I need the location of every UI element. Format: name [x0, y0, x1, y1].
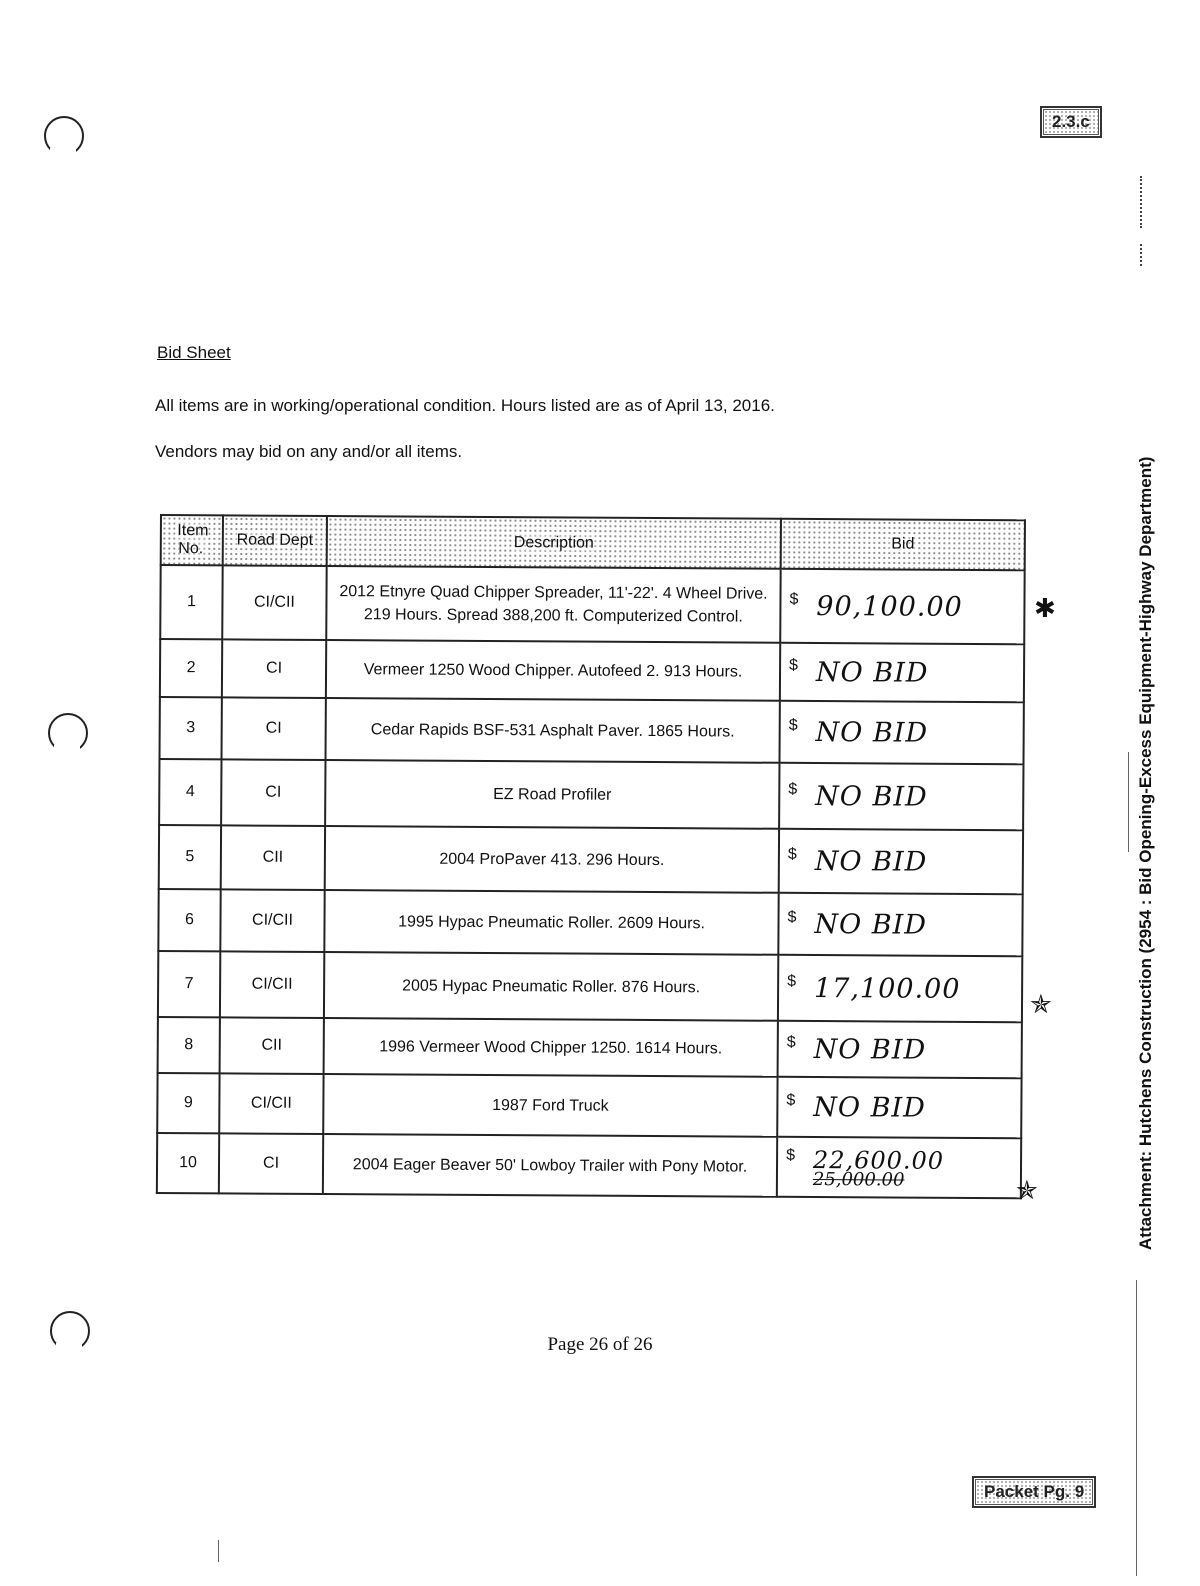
table-row	[160, 639, 1024, 702]
header-description: Description	[327, 516, 781, 569]
item-number-cell: 8	[158, 1017, 220, 1073]
margin-mark-row-1: ✱	[1034, 594, 1056, 624]
handwritten-bid: NO BID	[815, 780, 928, 813]
bid-cell	[778, 955, 1022, 1022]
item-number-cell: 2	[160, 639, 222, 697]
item-number-cell: 4	[159, 759, 221, 825]
margin-mark-row-10: ✯	[1016, 1176, 1038, 1206]
description-cell: EZ Road Profiler	[325, 760, 779, 829]
road-dept-cell: CI	[221, 759, 325, 826]
bid-cell	[777, 1137, 1021, 1198]
currency-symbol: $	[787, 908, 797, 926]
margin-rule	[218, 1540, 219, 1562]
bid-cell	[779, 701, 1023, 764]
table-row	[158, 889, 1022, 956]
page-number: Page 26 of 26	[547, 1334, 653, 1355]
punch-hole-top	[44, 116, 84, 156]
packet-page-stamp	[972, 1476, 1096, 1508]
table-row	[158, 951, 1022, 1022]
bid-cell	[778, 893, 1022, 956]
currency-symbol: $	[789, 656, 799, 674]
handwritten-bid: NO BID	[814, 845, 928, 878]
road-dept-cell: CII	[221, 825, 325, 890]
handwritten-bid: NO BID	[815, 716, 929, 749]
bid-cell	[779, 829, 1023, 894]
margin-rule	[1128, 752, 1129, 852]
road-dept-cell: CII	[220, 1017, 324, 1074]
description-cell: Cedar Rapids BSF-531 Asphalt Paver. 1865 Hours.	[326, 698, 780, 763]
margin-mark-row-7: ✯	[1030, 990, 1052, 1020]
description-cell: Vermeer 1250 Wood Chipper. Autofeed 2. 913 Hours.	[326, 640, 780, 701]
currency-symbol: $	[787, 972, 797, 990]
currency-symbol: $	[787, 845, 797, 863]
description-cell: 1987 Ford Truck	[323, 1074, 777, 1137]
attachment-label: Attachment: Hutchens Construction (2954 : Bid Opening-Excess Equipment-Highway Department)	[1136, 456, 1155, 1250]
table-row	[160, 697, 1024, 764]
road-dept-cell: CI/CII	[222, 565, 326, 640]
header-item-no: Item No.	[161, 515, 223, 565]
margin-rule	[1136, 1280, 1137, 1576]
handwritten-bid: NO BID	[813, 1033, 927, 1066]
description-cell: 2004 ProPaver 413. 296 Hours.	[325, 826, 779, 893]
table-row	[159, 825, 1023, 894]
handwritten-bid: 90,100.00	[816, 590, 963, 623]
table-row	[158, 1017, 1022, 1078]
description-cell: 1996 Vermeer Wood Chipper 1250. 1614 Hours.	[324, 1018, 778, 1077]
description-cell: 1995 Hypac Pneumatic Roller. 2609 Hours.	[324, 890, 778, 955]
item-number-cell: 9	[157, 1073, 219, 1133]
currency-symbol: $	[786, 1091, 796, 1109]
road-dept-cell: CI/CII	[219, 1073, 323, 1134]
bid-cell	[780, 569, 1024, 644]
currency-symbol: $	[788, 780, 798, 798]
currency-symbol: $	[786, 1146, 796, 1164]
punch-hole-middle	[48, 713, 88, 753]
currency-symbol: $	[789, 590, 799, 608]
handwritten-bid: 22,600.00	[812, 1146, 945, 1175]
packet-page-label: Packet Pg. 9	[975, 1479, 1093, 1505]
table-row	[157, 1073, 1021, 1138]
page-title: Bid Sheet	[157, 343, 231, 362]
item-number-cell: 3	[160, 697, 222, 759]
bid-cell	[777, 1077, 1021, 1138]
road-dept-cell: CI	[222, 697, 326, 760]
road-dept-cell: CI/CII	[220, 889, 324, 952]
item-number-cell: 6	[158, 889, 220, 951]
description-cell: 2005 Hypac Pneumatic Roller. 876 Hours.	[324, 952, 778, 1021]
intro-condition: All items are in working/operational condition. Hours listed are as of April 13, 2016.	[155, 396, 775, 415]
road-dept-cell: CI	[222, 639, 326, 698]
header-road-dept: Road Dept	[223, 515, 327, 566]
bid-cell	[778, 1021, 1022, 1078]
currency-symbol: $	[786, 1033, 796, 1051]
agenda-item-label: 2.3.c	[1043, 109, 1099, 135]
bid-table	[156, 514, 1026, 1199]
item-number-cell: 7	[158, 951, 220, 1017]
bid-cell	[780, 643, 1024, 702]
bid-table-header-row	[161, 515, 1025, 570]
table-row	[160, 565, 1024, 644]
road-dept-cell: CI/CII	[220, 951, 324, 1018]
road-dept-cell: CI	[219, 1133, 323, 1194]
description-cell: 2012 Etnyre Quad Chipper Spreader, 11'-22'. 4 Wheel Drive. 219 Hours. Spread 388,200 ft. Computerized Control.	[326, 566, 780, 643]
currency-symbol: $	[788, 716, 798, 734]
table-row	[159, 759, 1023, 830]
bid-cell	[779, 763, 1023, 830]
description-cell: 2004 Eager Beaver 50' Lowboy Trailer with Pony Motor.	[323, 1134, 777, 1197]
item-number-cell: 1	[160, 565, 222, 639]
intro-vendors: Vendors may bid on any and/or all items.	[155, 442, 463, 461]
margin-dotted-line	[1140, 244, 1142, 266]
handwritten-bid: NO BID	[814, 908, 928, 941]
handwritten-bid: NO BID	[815, 656, 929, 689]
item-number-cell: 10	[157, 1133, 219, 1193]
header-bid: Bid	[781, 519, 1025, 570]
struck-bid: 25,000.00	[812, 1169, 905, 1191]
margin-dotted-line	[1140, 176, 1142, 228]
item-number-cell: 5	[159, 825, 221, 889]
agenda-item-stamp	[1040, 106, 1102, 138]
handwritten-bid: NO BID	[813, 1091, 926, 1124]
table-row	[157, 1133, 1021, 1198]
handwritten-bid: 17,100.00	[813, 972, 961, 1005]
